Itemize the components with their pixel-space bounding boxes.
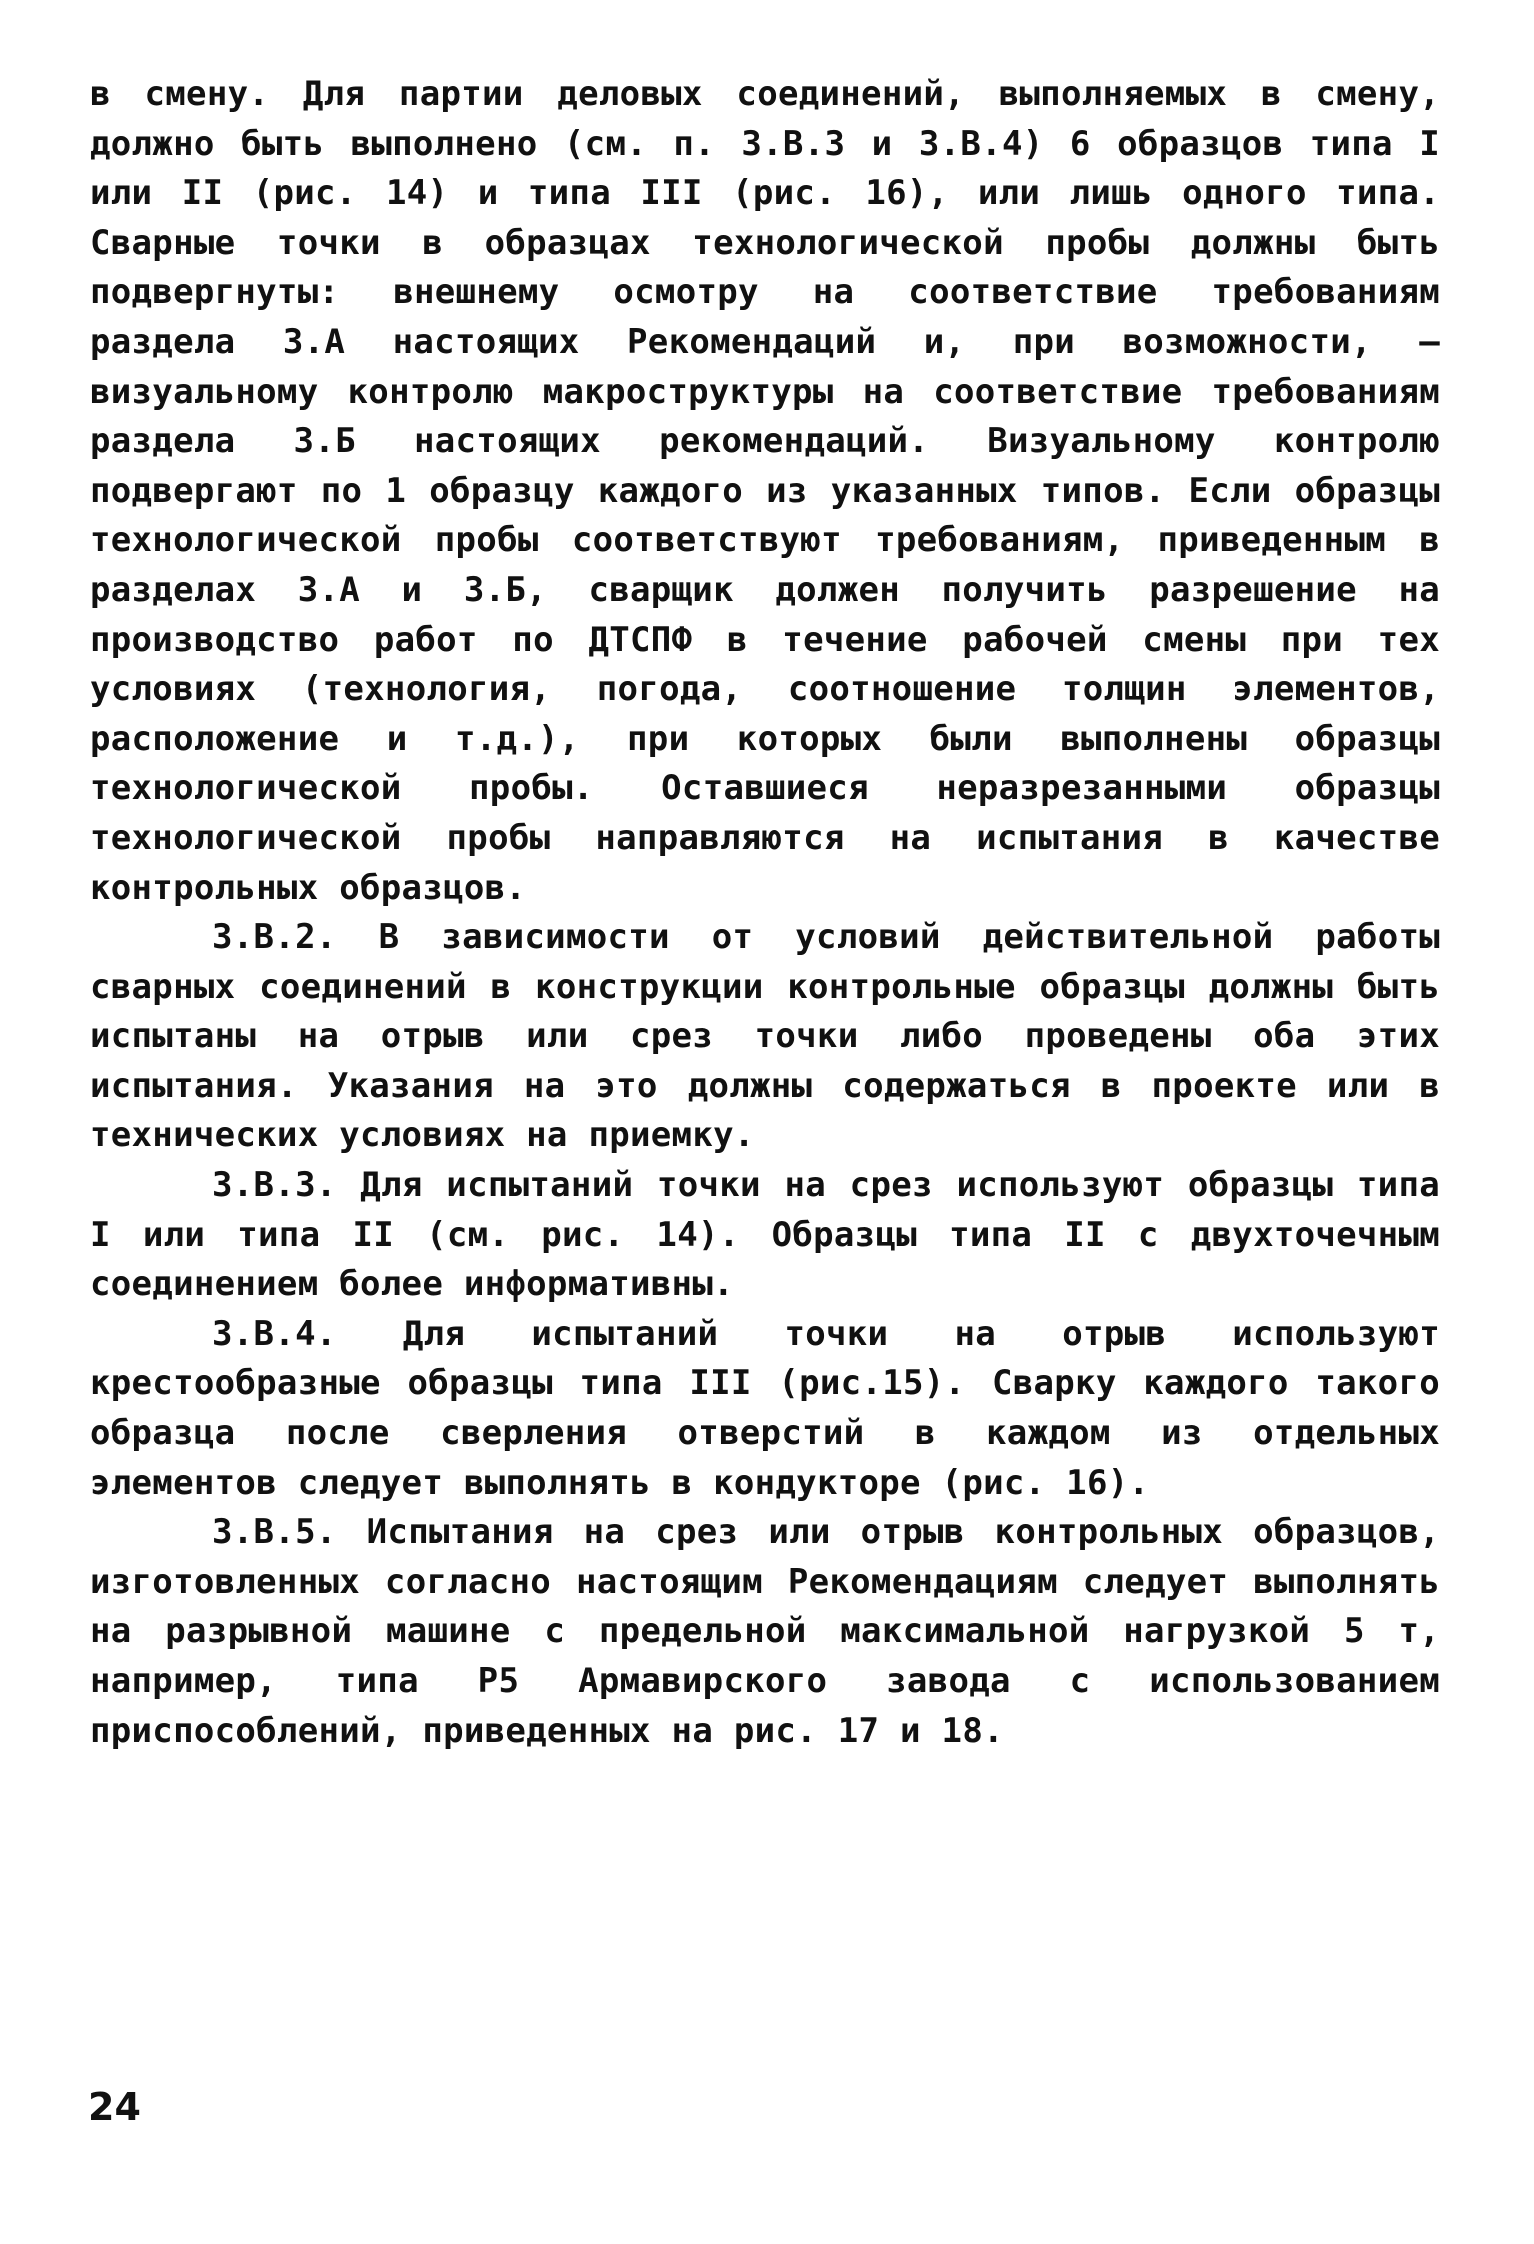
paragraph-3-v-4: 3.В.4. Для испытаний точки на отрыв используют крестообразные образцы типа III (рис.15). Сварку каждого такого образца после сверления отверстий в каждом из отдельных элементов следует выполнять в кондукторе (рис. 16). — [90, 1313, 1440, 1503]
page-number: 24 — [88, 2085, 141, 2129]
paragraph-continuation: в смену. Для партии деловых соединений, выполняемых в смену, должно быть выполнено (см. п. 3.В.3 и 3.В.4) 6 образцов типа I или II (рис. 14) и типа III (рис. 16), или лишь одного типа. Сварные точки в образцах технологической пробы должны быть подвергнуты: внешнему осмотру на соответствие требованиям раздела 3.А настоящих Рекомендаций и, при возможности, – визуальному контролю макроструктуры на соответствие требованиям раздела 3.Б настоящих рекомендаций. Визуальному контролю подвергают по 1 образцу каждого из указанных типов. Если образцы технологической пробы соответствуют требованиям, приведенным в разделах 3.А и 3.Б, сварщик должен получить разрешение на производство работ по ДТСПФ в течение рабочей смены при тех условиях (технология, погода, соотношение толщин элементов, расположение и т.д.), при которых были выполнены образцы технологической пробы. Оставшиеся неразрезанными образцы технологической пробы направляются на испытания в качестве контрольных образцов. — [90, 74, 1440, 908]
paragraph-3-v-2: 3.В.2. В зависимости от условий действительной работы сварных соединений в конструкции контрольные образцы должны быть испытаны на отрыв или срез точки либо проведены оба этих испытания. Указания на это должны содержаться в проекте или в технических условиях на приемку. — [90, 917, 1440, 1156]
paragraph-3-v-3: 3.В.3. Для испытаний точки на срез используют образцы типа I или типа II (см. рис. 14). Образцы типа II с двухточечным соединением более информативны. — [90, 1165, 1440, 1305]
body-text — [90, 70, 1440, 1756]
paragraph-3-v-5: 3.В.5. Испытания на срез или отрыв контрольных образцов, изготовленных согласно настоящим Рекомендациям следует выполнять на разрывной машине с предельной максимальной нагрузкой 5 т, например, типа Р5 Армавирского завода с использованием приспособлений, приведенных на рис. 17 и 18. — [90, 1512, 1440, 1751]
